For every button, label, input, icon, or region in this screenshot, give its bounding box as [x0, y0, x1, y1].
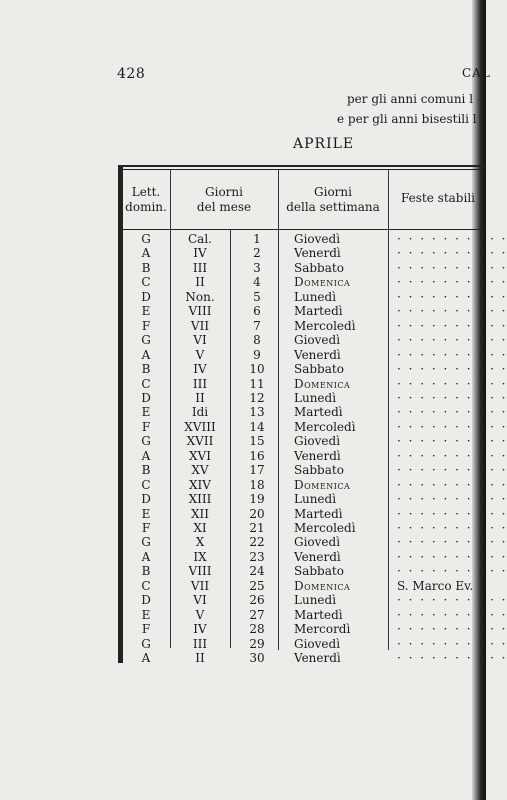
table-row: [0, 246, 507, 261]
header-text: Giorni: [205, 185, 243, 199]
feast: · · · · · · · · · ·: [397, 362, 507, 377]
table-row: [0, 390, 507, 406]
table-row: [0, 622, 507, 637]
roman-day: XVIII: [184, 419, 216, 434]
weekday: Lunedì: [294, 492, 337, 507]
feast: · · · · · · · · · ·: [397, 622, 507, 637]
dominical-letter: D: [141, 289, 151, 304]
table-row: [0, 636, 507, 652]
table-row: [0, 506, 507, 522]
weekday: Martedì: [294, 506, 343, 521]
weekday: Venerdì: [294, 549, 341, 564]
table-row: [0, 260, 507, 276]
day-number: 10: [249, 362, 265, 377]
subtitle-line-1: per gli anni comuni l: [347, 92, 474, 106]
roman-day: III: [192, 260, 208, 275]
table-top-rule: [118, 165, 486, 167]
feast: · · · · · · · · · ·: [397, 289, 507, 304]
feast: · · · · · · · · · ·: [397, 535, 507, 550]
weekday: Giovedì: [294, 434, 341, 449]
weekday: Giovedì: [294, 535, 341, 550]
table-row: [0, 347, 507, 363]
dominical-letter: D: [141, 593, 151, 608]
dominical-letter: C: [141, 477, 151, 492]
header-rule: [123, 229, 486, 230]
day-number: 2: [253, 246, 261, 261]
dominical-letter: G: [141, 535, 151, 550]
table-row: [0, 419, 507, 435]
weekday: Lunedì: [294, 593, 337, 608]
feast: · · · · · · · · · ·: [397, 463, 507, 478]
dominical-letter: E: [141, 506, 151, 521]
table-row: [0, 463, 507, 478]
dominical-letter: F: [141, 318, 151, 333]
roman-day: Non.: [185, 289, 215, 304]
feast: S. Marco Ev.: [397, 578, 474, 593]
feast: · · · · · · · · · ·: [397, 304, 507, 319]
table-row: [0, 535, 507, 550]
table-row: [0, 405, 507, 420]
feast: · · · · · · · · · ·: [397, 390, 507, 405]
header-giorni-del-mese: [171, 185, 277, 215]
header-giorni-della-settimana: [279, 185, 387, 215]
feast: · · · · · · · · · ·: [397, 549, 507, 564]
roman-day: Idi: [191, 405, 209, 420]
roman-day: VIII: [188, 304, 212, 319]
dominical-letter: C: [141, 376, 151, 391]
roman-day: IX: [193, 549, 207, 564]
table-row: [0, 477, 507, 493]
weekday: Lunedì: [294, 390, 337, 405]
feast: · · · · · · · · · ·: [397, 405, 507, 420]
header-text: del mese: [196, 200, 252, 214]
dominical-letter: B: [141, 463, 151, 478]
table-row: [0, 289, 507, 305]
dominical-letter: A: [141, 246, 151, 261]
dominical-letter: F: [141, 419, 151, 434]
weekday: Sabbato: [294, 362, 344, 377]
table-row: [0, 376, 507, 392]
feast: · · · · · · · · · ·: [397, 232, 507, 246]
feast: · · · · · · · · · ·: [397, 477, 507, 492]
day-number: 28: [249, 622, 265, 637]
roman-day: XIII: [188, 492, 212, 507]
subtitle-line-2: e per gli anni bisestili l: [337, 112, 477, 126]
header-text: domin.: [125, 200, 167, 214]
feast: · · · · · · · · · ·: [397, 506, 507, 521]
table-row: [0, 521, 507, 536]
day-number: 26: [249, 593, 265, 608]
roman-day: X: [195, 535, 205, 550]
feast: · · · · · · · · · ·: [397, 434, 507, 449]
day-number: 8: [253, 333, 261, 348]
dominical-letter: C: [141, 275, 151, 290]
day-number: 21: [249, 521, 265, 535]
dominical-letter: E: [141, 304, 151, 319]
roman-day: XII: [190, 506, 210, 521]
weekday: Martedì: [294, 405, 343, 420]
dominical-letter: E: [141, 607, 151, 622]
table-row: [0, 333, 507, 348]
feast: · · · · · · · · · ·: [397, 636, 507, 651]
dominical-letter: D: [141, 390, 151, 405]
day-number: 3: [253, 260, 261, 275]
day-number: 4: [253, 275, 261, 290]
day-number: 13: [249, 405, 265, 420]
roman-day: III: [192, 376, 208, 391]
weekday: Domenica: [294, 275, 351, 290]
weekday: Domenica: [294, 477, 351, 492]
feast: · · · · · · · · · ·: [397, 419, 507, 434]
day-number: 5: [253, 289, 261, 304]
header-text: Feste stabili: [401, 191, 475, 205]
roman-day: XVII: [186, 434, 214, 449]
table-row: [0, 651, 507, 666]
table-row: [0, 607, 507, 623]
dominical-letter: B: [141, 362, 151, 377]
table-row: [0, 304, 507, 319]
roman-day: IV: [193, 622, 207, 637]
roman-day: Cal.: [188, 232, 212, 246]
dominical-letter: B: [141, 260, 151, 275]
weekday: Sabbato: [294, 260, 344, 275]
weekday: Mercoledì: [294, 521, 356, 535]
day-number: 19: [249, 492, 265, 507]
feast: · · · · · · · · · ·: [397, 318, 507, 333]
feast: · · · · · · · · · ·: [397, 347, 507, 362]
weekday: Giovedì: [294, 232, 341, 246]
roman-day: XVI: [189, 448, 211, 463]
dominical-letter: A: [141, 651, 151, 666]
dominical-letter: C: [141, 578, 151, 593]
weekday: Venerdì: [294, 651, 341, 666]
table-row: [0, 362, 507, 377]
roman-day: VI: [193, 593, 207, 608]
table-top-rule-thin: [118, 169, 486, 170]
roman-day: VIII: [188, 564, 212, 579]
table-row: [0, 275, 507, 290]
running-head: CAL: [462, 66, 491, 80]
dominical-letter: D: [141, 492, 151, 507]
day-number: 17: [249, 463, 265, 478]
table-row: [0, 318, 507, 334]
weekday: Giovedì: [294, 333, 341, 348]
feast: · · · · · · · · · ·: [397, 593, 507, 608]
header-lettera-domenicale: [123, 185, 169, 215]
table-row: [0, 549, 507, 565]
weekday: Sabbato: [294, 463, 344, 478]
day-number: 14: [249, 419, 265, 434]
feast: · · · · · · · · · ·: [397, 260, 507, 275]
roman-day: IV: [193, 246, 207, 261]
roman-day: VII: [190, 578, 210, 593]
day-number: 15: [249, 434, 265, 449]
weekday: Domenica: [294, 578, 351, 593]
header-text: Giorni: [314, 185, 352, 199]
dominical-letter: G: [141, 636, 151, 651]
dominical-letter: G: [141, 434, 151, 449]
weekday: Lunedì: [294, 289, 337, 304]
day-number: 23: [249, 549, 265, 564]
feast: · · · · · · · · · ·: [397, 564, 507, 579]
dominical-letter: F: [141, 622, 151, 637]
feast: · · · · · · · · · ·: [397, 376, 507, 391]
day-number: 27: [249, 607, 265, 622]
header-text: Lett.: [131, 185, 161, 199]
roman-day: II: [195, 651, 205, 666]
day-number: 6: [253, 304, 261, 319]
page-number: 428: [117, 66, 146, 82]
dominical-letter: F: [141, 521, 151, 535]
day-number: 11: [249, 376, 265, 391]
weekday: Mercoledì: [294, 419, 356, 434]
table-row: [0, 593, 507, 608]
day-number: 12: [249, 390, 265, 405]
day-number: 24: [249, 564, 265, 579]
weekday: Venerdì: [294, 448, 341, 463]
day-number: 25: [249, 578, 265, 593]
header-feste-stabili: [389, 191, 486, 206]
dominical-letter: G: [141, 333, 151, 348]
weekday: Giovedì: [294, 636, 341, 651]
roman-day: II: [195, 390, 205, 405]
feast: · · · · · · · · · ·: [397, 246, 507, 261]
day-number: 29: [249, 636, 265, 651]
table-row: [0, 579, 486, 594]
day-number: 7: [253, 318, 261, 333]
dominical-letter: A: [141, 448, 151, 463]
feast: · · · · · · · · · ·: [397, 333, 507, 348]
weekday: Sabbato: [294, 564, 344, 579]
roman-day: XIV: [189, 477, 211, 492]
feast: · · · · · · · · · ·: [397, 521, 507, 535]
feast: · · · · · · · · · ·: [397, 651, 507, 666]
feast: · · · · · · · · · ·: [397, 448, 507, 463]
table-row: [0, 448, 507, 464]
weekday: Mercordì: [294, 622, 351, 637]
day-number: 18: [249, 477, 265, 492]
table-row: [0, 492, 507, 507]
dominical-letter: G: [141, 232, 151, 246]
roman-day: V: [195, 347, 205, 362]
dominical-letter: B: [141, 564, 151, 579]
roman-day: XV: [191, 463, 209, 478]
dominical-letter: A: [141, 549, 151, 564]
roman-day: III: [192, 636, 208, 651]
weekday: Martedì: [294, 304, 343, 319]
day-number: 22: [249, 535, 265, 550]
weekday: Venerdì: [294, 347, 341, 362]
table-row: [0, 564, 507, 579]
roman-day: V: [195, 607, 205, 622]
day-number: 16: [249, 448, 265, 463]
weekday: Martedì: [294, 607, 343, 622]
feast: · · · · · · · · · ·: [397, 492, 507, 507]
roman-day: VII: [190, 318, 210, 333]
roman-day: XI: [193, 521, 207, 535]
roman-day: IV: [193, 362, 207, 377]
weekday: Mercoledì: [294, 318, 356, 333]
day-number: 9: [253, 347, 261, 362]
day-number: 1: [253, 232, 261, 246]
dominical-letter: E: [141, 405, 151, 420]
header-text: della settimana: [286, 200, 380, 214]
table-row: [0, 232, 507, 247]
day-number: 30: [249, 651, 265, 666]
table-row: [0, 434, 507, 449]
roman-day: II: [195, 275, 205, 290]
feast: · · · · · · · · · ·: [397, 607, 507, 622]
feast: · · · · · · · · · ·: [397, 275, 507, 290]
dominical-letter: A: [141, 347, 151, 362]
day-number: 20: [249, 506, 265, 521]
weekday: Domenica: [294, 376, 351, 391]
roman-day: VI: [193, 333, 207, 348]
month-title: APRILE: [293, 136, 355, 152]
weekday: Venerdì: [294, 246, 341, 261]
